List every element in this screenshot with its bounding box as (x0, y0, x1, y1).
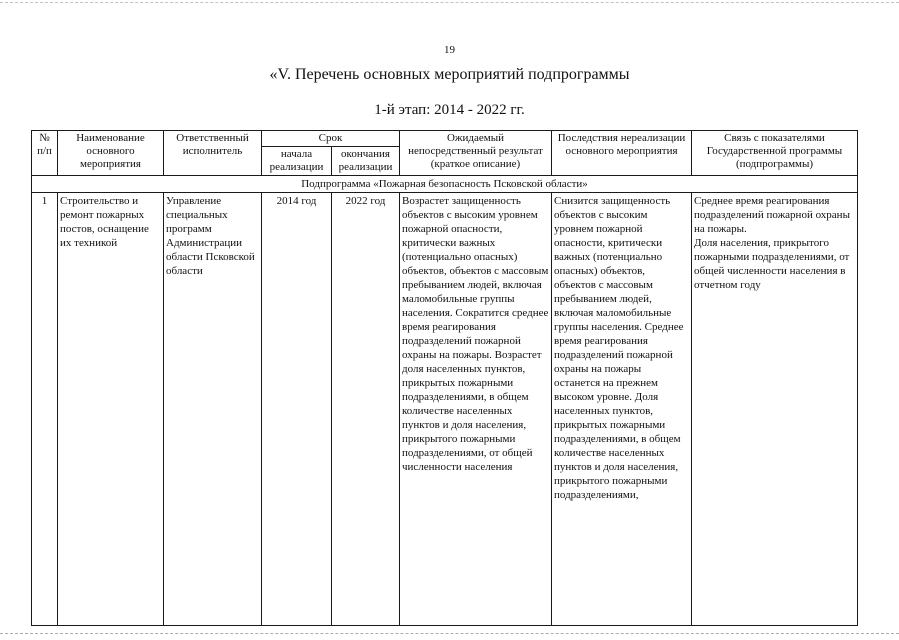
row-expected: Возрастет защищенность объектов с высоким уровнем пожарной опасности, критически важных (потенциально опасных) объектов, объектов с массовым пребыванием людей, включая маломобильные группы населения. Сократится среднее время реагирования подразделений пожарной охраны на пожары. Возрастет доля населенных пунктов, прикрытых пожарными подразделениями, в общем количестве населенных пунктов и доля населения, прикрытого пожарными подразделениями, от общей численности населения (400, 193, 552, 626)
header-term-end: окончания реализации (332, 147, 400, 176)
indicator-response-time: Среднее время реагирования подразделений пожарной охраны на пожары. (694, 195, 850, 235)
row-responsible: Управление специальных программ Администрации области Псковской области (164, 193, 262, 626)
header-indicators: Связь с показателями Государственной программы (подпрограммы) (692, 131, 858, 176)
activities-table (31, 130, 858, 626)
indicator-population-share: Доля населения, прикрытого пожарными подразделениями, от общей численности населения в отчетном году (694, 237, 850, 291)
header-responsible: Ответственный исполнитель (164, 131, 262, 176)
row-num: 1 (32, 193, 58, 626)
scan-edge-bottom (0, 633, 899, 634)
scan-edge-top (0, 2, 899, 3)
row-indicators (692, 193, 858, 626)
stage-subtitle: 1-й этап: 2014 - 2022 гг. (374, 102, 525, 118)
header-expected: Ожидаемый непосредственный результат (краткое описание) (400, 131, 552, 176)
header-term-start: начала реализации (262, 147, 332, 176)
section-title: Подпрограмма «Пожарная безопасность Псковской области» (32, 176, 858, 193)
header-consequences: Последствия нереализации основного мероприятия (552, 131, 692, 176)
header-num: № п/п (32, 131, 58, 176)
row-name: Строительство и ремонт пожарных постов, оснащение их техникой (58, 193, 164, 626)
document-title: «V. Перечень основных мероприятий подпрограммы (269, 66, 630, 83)
row-start: 2014 год (262, 193, 332, 626)
header-row (32, 131, 858, 147)
table-row (32, 193, 858, 626)
header-name: Наименование основного мероприятия (58, 131, 164, 176)
row-end: 2022 год (332, 193, 400, 626)
row-consequences: Снизится защищенность объектов с высоким уровнем пожарной опасности, критически важных (потенциально опасных) объектов, объектов с массовым пребыванием людей, включая маломобильные группы населения. Среднее время реагирования подразделений пожарной охраны на пожары останется на прежнем высоком уровне. Доля населенных пунктов, прикрытых пожарными подразделениями, в общем количестве населенных пунктов и доля населения, прикрытого пожарными подразделениями, (552, 193, 692, 626)
page-number: 19 (444, 44, 455, 56)
section-row (32, 176, 858, 193)
header-term: Срок (262, 131, 400, 147)
